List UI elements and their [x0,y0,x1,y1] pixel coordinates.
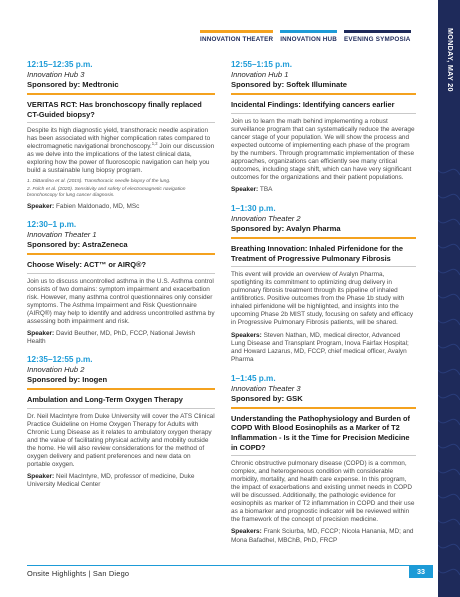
session-speaker: Speakers: Steven Nathan, MD, medical director, Advanced Lung Disease and Transplant Program, Inova Fairfax Hospital; and Howard Lazarus, MD, FCCP, chief medical officer, Avalyn Pharma [231,331,409,363]
session-time: 12:15–12:35 p.m. [27,60,93,69]
citation-superscript: 1,2 [151,141,158,147]
session-venue: Innovation Hub 1 [231,70,289,79]
page-number: 33 [409,566,433,578]
session-time: 12:55–1:15 p.m. [231,60,292,69]
side-date-label: MONDAY, MAY 20 [446,28,455,92]
session-description: Despite its high diagnostic yield, transthoracic needle aspiration has been associated with higher complication rates compared to electromagnetic navigational bronchoscopy.$^{1,2}$ Join our discussion as we delve into the implications of the latest clinical data, exploring how the power of fluoroscopic navigation can help you build a sustainable lung biopsy program. [27,127,215,175]
tab-innovation-theater: INNOVATION THEATER [200,30,273,43]
session-sponsor: Sponsored by: Avalyn Pharma [231,224,416,239]
session-time: 1–1:30 p.m. [231,204,276,214]
session-time: 12:35–12:55 p.m. [27,355,93,365]
session-speaker: Speaker: Fabien Maldonado, MD, MSc [27,203,140,211]
session-speaker: Speakers: Frank Sciurba, MD, FCCP; Nicola Hanania, MD; and Mona Bafadhel, MBChB, PhD, FRCP [231,528,414,544]
decorative-waves [438,150,460,597]
session-description: Dr. Neil MacIntyre from Duke University will cover the ATS Clinical Practice Guideline on Home Oxygen Therapy for Adults with Chronic Lung Disease as it relates to ambulatory oxygen therapy and the value of facilitating physical activity and mobility outside the home. He will also review considerations for the method of oxygen delivery and patient preferences and new data on portable oxygen. [27,412,215,468]
session-softek [231,60,416,194]
session-medtronic [27,60,215,211]
tab-innovation-hub: INNOVATION HUB [280,30,337,43]
reference-1: 1. DiBardino et al. (2015). Transthoracic needle biopsy of the lung. [27,179,171,185]
session-title: VERITAS RCT: Has bronchoscopy finally replaced CT-Guided biopsy? [27,100,215,123]
session-venue: Innovation Hub 2 [27,365,85,375]
session-title: Understanding the Pathophysiology and Burden of COPD With Blood Eosinophils as a Marker of T2 Inflammation - Is it the Time for Precision Medicine in COPD? [231,414,416,456]
session-description: Chronic obstructive pulmonary disease (COPD) is a common, complex, and heterogeneous condition with considerable morbidity, mortality, and health care expense. In this program, the impact of exacerbations and existing unmet needs in COPD will be discussed. Additionally, the pathologic evidence for eosinophils as marker of T2 inflammation in COPD and their use as a biomarker and prognostic indicator will be reviewed within the framework of the concept of precision medicine. [231,460,415,524]
session-sponsor: Sponsored by: Softek Illuminate [231,80,416,95]
session-title: Choose Wisely: ACT™ or AIRQ®? [27,260,215,274]
session-title: Ambulation and Long-Term Oxygen Therapy [27,395,215,409]
session-speaker: Speaker: TBA [231,185,273,193]
session-venue: Innovation Theater 1 [27,230,97,240]
session-venue: Innovation Hub 3 [27,70,85,79]
session-inogen [27,355,215,489]
session-sponsor: Sponsored by: GSK [231,394,416,409]
left-column [27,60,215,489]
session-gsk [231,374,416,545]
session-speaker: Speaker: David Beuther, MD, PhD, FCCP, National Jewish Health [27,330,196,346]
session-sponsor: Sponsored by: Medtronic [27,80,215,95]
session-sponsor: Sponsored by: Inogen [27,375,215,390]
session-venue: Innovation Theater 2 [231,214,301,224]
session-title: Incidental Findings: Identifying cancers earlier [231,100,416,114]
footer-divider [27,565,433,566]
footer-text: Onsite Highlights | San Diego [27,569,130,578]
session-venue: Innovation Theater 3 [231,383,301,393]
session-title: Breathing Innovation: Inhaled Pirfenidone for the Treatment of Progressive Pulmonary Fibrosis [231,244,416,267]
session-avalyn [231,204,416,364]
session-astrazeneca [27,220,215,346]
session-description: Join us to discuss uncontrolled asthma in the U.S. Asthma control consists of two domains: symptom impairment and exacerbation risk. However, many asthma control questionnaires only consider symptoms. The Asthma Impairment and Risk Questionnaire (AIRQ®) may help to identify and address uncontrolled asthma by assessing both impairment and risk. [27,277,215,325]
session-description: Join us to learn the math behind implementing a robust surveillance program that can systematically reduce the average cancer stage of your population. We will show the process and expected outcome of implementing each phase of the program by the numbers. Through programmatic implementation of these approaches, organizations can efficiently see many critical outcomes, including stage shift, which can have very significant outcomes for the organizations and their patient populations. [231,117,415,181]
session-time: 12:30–1 p.m. [27,220,77,230]
side-date [442,28,456,138]
right-column [231,60,416,545]
reference-2: 2. Folch et al. (2020). Sensitivity and safety of electromagnetic navigation bronchoscopy for lung cancer diagnosis. [27,186,186,198]
side-bar [438,0,460,597]
section-tabs [200,30,418,43]
session-time: 1–1:45 p.m. [231,373,276,383]
tab-evening-symposia: EVENING SYMPOSIA [344,30,411,43]
session-description: This event will provide an overview of Avalyn Pharma, spotlighting its commitment to optimizing drug delivery in pulmonary fibrosis treatment through its pipeline of inhaled antifibrotics. Positive outcomes from the Phase 1b study with inhaled pirfenidone will be highlighted, and insights into the upcoming Phase 2b MIST study, focusing on safety and efficacy in Progressive Pulmonary Fibrosis patients, will be shared. [231,271,414,327]
session-speaker: Speaker: Neil MacIntyre, MD, professor of medicine, Duke University Medical Center [27,473,195,489]
session-sponsor: Sponsored by: AstraZeneca [27,240,215,255]
